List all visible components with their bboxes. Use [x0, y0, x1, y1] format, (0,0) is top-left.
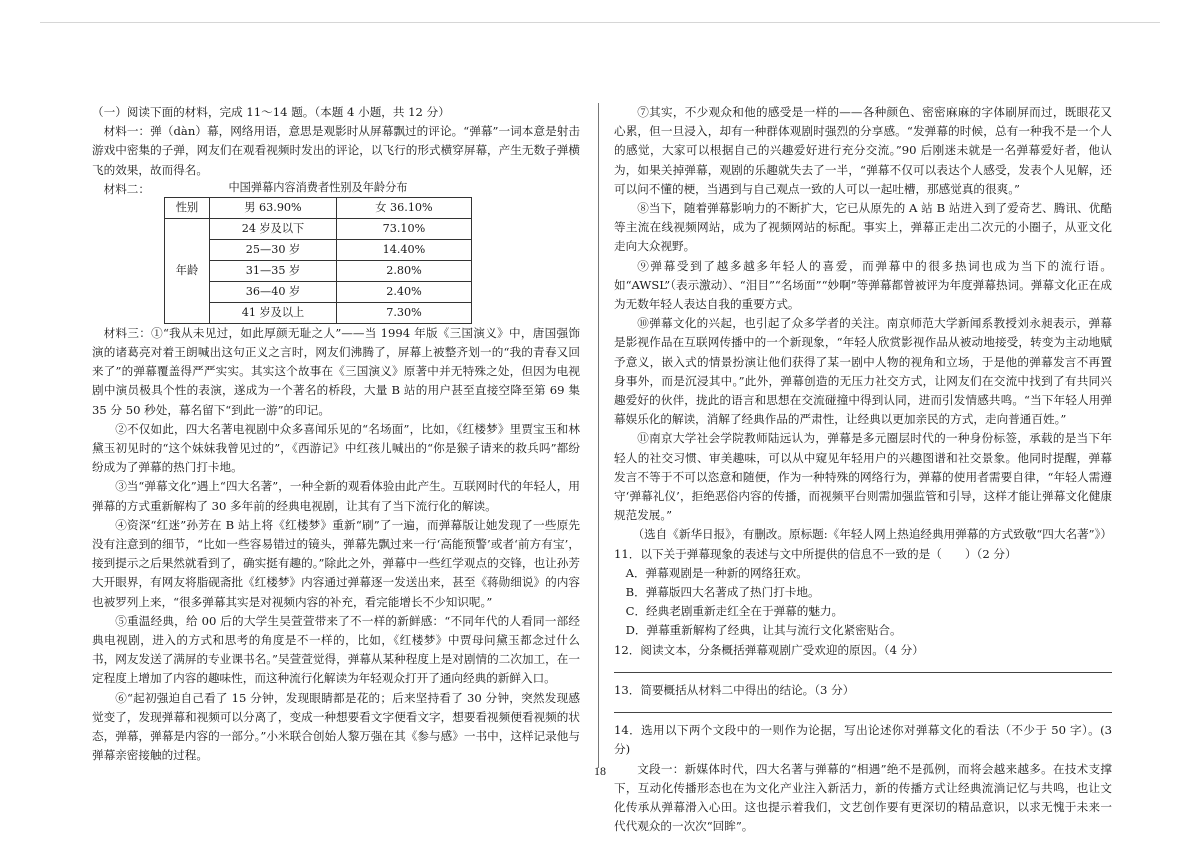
age-range: 41 岁及以上: [209, 302, 336, 323]
question-11: 11．以下关于弹幕现象的表述与文中所提供的信息不一致的是（ ）（2 分）: [614, 546, 1017, 561]
right-column: [614, 103, 1112, 836]
material-3-para-3: ③当“弹幕文化”遇上“四大名著”，一种全新的观看体验由此产生。互联网时代的年轻人，用弹幕的方式重新解构了 30 多年前的经典电视剧，让其有了当下流行化的解读。: [92, 479, 580, 513]
table-block: [164, 180, 472, 324]
material-2: [92, 180, 580, 324]
table-row: [164, 281, 471, 302]
material-3-para-4: ④资深“红迷”孙芳在 B 站上将《红楼梦》重新“刷”了一遍，而弹幕版让她发现了一些原先没有注意到的细节，“比如一些容易错过的镜头，弹幕先飘过来一行‘高能预警’或者‘前方有宝’，接到提示之后果然就看到了，确实挺有趣的。”除此之外，弹幕中一些红学观点的交锋，也让孙芳大开眼界，有网友将脂砚斋批《红楼梦》内容通过弹幕逐一发送出来，甚至《蒋勋细说》的内容也被罗列上来，“很多弹幕其实是对视频内容的补充，看完能增长不少知识呢。”: [92, 517, 580, 609]
question-11-option-a: A．弹幕观剧是一种新的网络狂欢。: [625, 565, 808, 580]
question-12: 12．阅读文本，分条概括弹幕观剧广受欢迎的原因。（4 分）: [614, 642, 924, 657]
age-range: 24 岁及以下: [209, 218, 336, 239]
table-row: [164, 239, 471, 260]
consumer-distribution-table: [164, 197, 472, 324]
page-top-rule: [40, 22, 1160, 23]
material-3-para-5: ⑤重温经典，给 00 后的大学生吴萱萱带来了不一样的新鲜感：“不同年代的人看同一部经典电视剧，进入的方式和思考的角度是不一样的，比如，《红楼梦》中贾母问黛玉都念过什么书，网友发送了满屏的专业课书名。”吴萱萱觉得，弹幕从某种程度上是对剧情的二次加工，在一定程度上增加了内容的趣味性，而这种流行化解读为年轻观众打开了通向经典的新鲜入口。: [92, 613, 580, 686]
material-3-para-1: 材料三：①“我从未见过，如此厚颜无耻之人”——当 1994 年版《三国演义》中，唐国强饰演的诸葛亮对着王朗喊出这句正义之言时，网友们沸腾了，屏幕上被整齐划一的“我的青春又回来了”的弹幕覆盖得严严实实。其实这个故事在《三国演义》原著中并无特殊之处，但因为电视剧中演员极具个性的表演，遂成为一个著名的桥段，大量 B 站的用户甚至直接空降至第 69 集 35 分 50 秒处，幕名留下“到此一游”的印记。: [92, 325, 580, 417]
table-row: [164, 302, 471, 323]
material-2-label: 材料二：: [103, 181, 150, 196]
gender-header: 性别: [164, 197, 209, 218]
question-11-option-c: C．经典老剧重新走红全在于弹幕的魅力。: [625, 604, 844, 619]
age-range: 31—35 岁: [209, 260, 336, 281]
question-14-para-1: 文段一：新媒体时代，四大名著与弹幕的“相遇”绝不是孤例，而将会越来越多。在技术支撑下，互动化传播形态也在为文化产业注入新活力，新的传播方式让经典流淌记忆与共鸣，也让文化传承从弹幕滑入心田。这也提示着我们，文艺创作要有更深切的精品意识，以求无愧于未来一代代观众的一次次“回眸”。: [614, 761, 1112, 834]
answer-line: [614, 700, 1112, 713]
table-row: [164, 218, 471, 239]
material-3-para-2: ②不仅如此，四大名著电视剧中众多喜闻乐见的“名场面”，比如，《红楼梦》里贾宝玉和林黛玉初见时的“这个妹妹我曾见过的”，《西游记》中红孩儿喊出的“你是猴子请来的救兵吗”都纷纷成为了弹幕的热门打卡地。: [92, 421, 580, 475]
question-11-option-d: D．弹幕重新解构了经典，让其与流行文化紧密贴合。: [625, 623, 902, 638]
age-pct: 73.10%: [336, 218, 471, 239]
section-intro: （一）阅读下面的材料，完成 11～14 题。（本题 4 小题，共 12 分）: [92, 105, 450, 119]
material-3-para-8: ⑧当下，随着弹幕影响力的不断扩大，它已从原先的 A 站 B 站进入到了爱奇艺、腾讯、优酷等主流在线视频网站，成为了视频网站的标配。事实上，弹幕正走出二次元的小圈子，从亚文化走向大众视野。: [614, 201, 1112, 254]
age-range: 36—40 岁: [209, 281, 336, 302]
column-divider: [598, 103, 599, 768]
female-cell: 女 36.10%: [336, 197, 471, 218]
age-pct: 14.40%: [336, 239, 471, 260]
table-title: 中国弹幕内容消费者性别及年龄分布: [228, 180, 408, 194]
age-header: 年龄: [164, 218, 209, 323]
material-3-para-10: ⑩弹幕文化的兴起，也引起了众多学者的关注。南京师范大学新闻系教授刘永昶表示，弹幕是影视作品在互联网传播中的一个新现象，“年轻人欣赏影视作品从被动地接受，转变为主动地赋予意义，嵌入式的情景扮演让他们获得了某一剧中人物的视角和立场，于是他的弹幕发言不再置身事外，而是沉浸其中。”此外，弹幕创造的无压力社交方式，让网友们在交流中找到了有共同兴趣爱好的伙伴，拢此的语言和思想在交流碰撞中得到认同，进而引发情感共鸣。“当下年轻人用弹幕娱乐化的解读，消解了经典作品的严肃性，让经典以更加亲民的方式，走向普通百姓。”: [614, 316, 1112, 427]
material-1: 材料一：弹（dàn）幕，网络用语，意思是观影时从屏幕飘过的评论。“弹幕”一词本意是射击游戏中密集的子弹，网友们在观看视频时发出的评论，以飞行的形式横穿屏幕，产生无数子弹横飞的效果，故而得名。: [92, 124, 580, 177]
age-range: 25—30 岁: [209, 239, 336, 260]
age-pct: 2.80%: [336, 260, 471, 281]
page-number: 18: [594, 764, 606, 778]
question-11-option-b: B．弹幕版四大名著成了热门打卡地。: [625, 585, 820, 600]
table-row: [164, 260, 471, 281]
question-14: 14．选用以下两个文段中的一则作为论据，写出论述你对弹幕文化的看法（不少于 50 字）。(3 分): [614, 723, 1112, 757]
material-3-para-9: ⑨弹幕受到了越多越多年轻人的喜爱，而弹幕中的很多热词也成为当下的流行语。如“AWSL”（表示激动）、“泪目”“名场面”“妙啊”等弹幕都曾被评为年度弹幕热词。弹幕文化正在成为无数年轻人表达自我的重要方式。: [614, 258, 1112, 312]
source-note: （选自《新华日报》，有删改。原标题:《年轻人网上热追经典用弹幕的方式致敬“四大名著”》）: [632, 527, 1112, 542]
age-pct: 2.40%: [336, 281, 471, 302]
material-3-para-11: ⑪南京大学社会学院教师陆远认为，弹幕是多元圈层时代的一种身份标签，承载的是当下年轻人的社交习惯、审美趣味，可以从中窥见年轻用户的兴趣图谱和社交景象。他同时提醒，弹幕发言不等于不可以恣意和随便，作为一种特殊的网络行为，弹幕的使用者需要自律，“年轻人需遵守‘弹幕礼仪’，拒绝恶俗内容的传播，而视频平台则需加强监管和引导，这样才能让弹幕文化健康规范发展。”: [614, 431, 1112, 523]
material-3-para-7: ⑦其实，不少观众和他的感受是一样的——各种颜色、密密麻麻的字体刷屏而过，既眼花又心累，但一旦浸入，却有一种群体观剧时强烈的分享感。“发弹幕的时候，总有一种我不是一个人的感觉，大家可以根据自己的兴趣爱好进行充分交流。”90 后刚迷未就是一名弹幕爱好者，他认为，如果关掉弹幕，观剧的乐趣就失去了一半，“弹幕不仅可以表达个人感受，发表个人见解，还可以问不懂的梗，当遇到与自己观点一致的人可以一起吐槽，那感觉真的很爽。”: [614, 105, 1112, 196]
material-3-para-6: ⑥“起初强迫自己看了 15 分钟，发现眼睛都是花的；后来坚持看了 30 分钟，突然发现感觉变了，发现弹幕和视频可以分离了，变成一种想要看文字便看文字，想要看视频便看视频的状态，弹幕，弹幕是内容的一部分。”小米联合创始人黎万强在其《参与感》一书中，这样记录他与弹幕亲密接触的过程。: [92, 690, 580, 763]
table-row: [164, 197, 471, 218]
left-column: [92, 103, 580, 765]
answer-line: [614, 660, 1112, 673]
question-13: 13．简要概括从材料二中得出的结论。（3 分）: [614, 682, 855, 697]
male-cell: 男 63.90%: [209, 197, 336, 218]
age-pct: 7.30%: [336, 302, 471, 323]
